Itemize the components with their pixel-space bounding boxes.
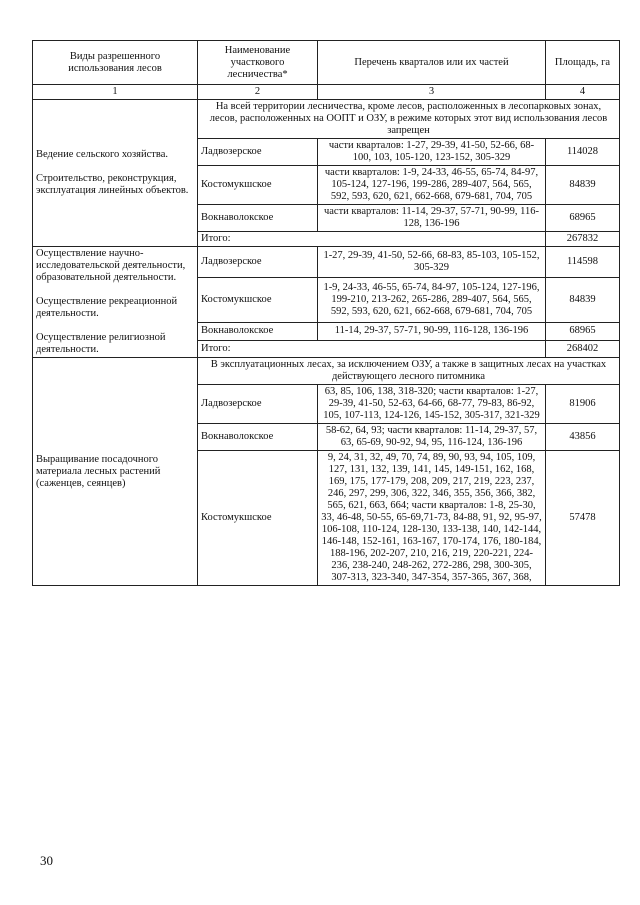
use-item: Ведение сельского хозяйства. xyxy=(36,149,168,160)
header-col4: Площадь, га xyxy=(546,41,620,85)
section1-note-row xyxy=(33,100,620,139)
quarters-list: 58-62, 64, 93; части кварталов: 11-14, 29-37, 57, 63, 65-69, 90-92, 94, 95, 116-124, 136-196 xyxy=(318,424,546,451)
header-num4: 4 xyxy=(546,85,620,100)
area-value: 84839 xyxy=(546,166,620,205)
quarters-list: части кварталов: 1-9, 24-33, 46-55, 65-74, 84-97, 105-124, 127-196, 199-286, 289-407, 564, 565, 592, 593, 620, 621, 662-668, 679-681, 704, 705 xyxy=(318,166,546,205)
area-value: 81906 xyxy=(546,385,620,424)
area-value: 68965 xyxy=(546,205,620,232)
total-label: Итого: xyxy=(198,232,546,247)
quarters-list: 9, 24, 31, 32, 49, 70, 74, 89, 90, 93, 94, 105, 109, 127, 131, 132, 139, 141, 145, 149-151, 162, 168, 169, 175, 177-179, 208, 209, 217, 219, 223, 237, 246, 297, 299, 306, 322, 346, 355, 356, 366, 382, 565, 621, 663, 664; части кварталов: 1-8, 25-30, 33, 46-48, 50-55, 65-69,71-73, 84-88, 91, 92, 95-97, 106-108, 110-124, 128-130, 133-138, 140, 142-144, 146-148, 152-161, 163-167, 170-174, 176, 180-184, 188-196, 202-207, 210, 216, 219, 220-221, 224-236, 238-240, 248-262, 272-286, 298, 300-305, 307-313, 323-340, 347-354, 357-365, 367, 368, xyxy=(318,451,546,586)
forestry-name: Вокнаволокское xyxy=(198,323,318,340)
forestry-name: Ладвозерское xyxy=(198,385,318,424)
quarters-list: 1-9, 24-33, 46-55, 65-74, 84-97, 105-124, 127-196, 199-210, 213-262, 265-286, 289-407, 564, 565, 592, 593, 620, 621, 662-668, 679-681, 704, 705 xyxy=(318,278,546,323)
use-item: Осуществление рекреационной деятельности. xyxy=(36,296,178,319)
total-value: 267832 xyxy=(546,232,620,247)
forestry-name: Ладвозерское xyxy=(198,247,318,278)
use-item: Осуществление религиозной деятельности. xyxy=(36,332,166,355)
forestry-name: Костомукшское xyxy=(198,278,318,323)
forestry-name: Костомукшское xyxy=(198,166,318,205)
area-value: 114598 xyxy=(546,247,620,278)
section1-note: На всей территории лесничества, кроме лесов, расположенных в лесопарковых зонах, лесов, расположенных на ООПТ и ОЗУ, в режиме которых этот вид использования лесов запрещен xyxy=(198,100,620,139)
section3-note: В эксплуатационных лесах, за исключением ОЗУ, а также в защитных лесах на участках действующего лесного питомника xyxy=(198,358,620,385)
header-num1: 1 xyxy=(33,85,198,100)
header-number-row xyxy=(33,85,620,100)
quarters-list: части кварталов: 11-14, 29-37, 57-71, 90-99, 116-128, 136-196 xyxy=(318,205,546,232)
section3-uses xyxy=(33,358,198,586)
use-item: Осуществление научно-исследовательской деятельности, образовательной деятельности. xyxy=(36,248,186,283)
section3-note-row xyxy=(33,358,620,385)
header-col3: Перечень кварталов или их частей xyxy=(318,41,546,85)
area-value: 68965 xyxy=(546,323,620,340)
header-col2: Наименование участкового лесничества* xyxy=(198,41,318,85)
use-item: Строительство, реконструкция, эксплуатация линейных объектов. xyxy=(36,173,189,196)
area-value: 114028 xyxy=(546,139,620,166)
total-value: 268402 xyxy=(546,340,620,357)
area-value: 57478 xyxy=(546,451,620,586)
area-value: 43856 xyxy=(546,424,620,451)
forestry-name: Вокнаволокское xyxy=(198,424,318,451)
quarters-list: части кварталов: 1-27, 29-39, 41-50, 52-66, 68-100, 103, 105-120, 123-152, 305-329 xyxy=(318,139,546,166)
forestry-name: Костомукшское xyxy=(198,451,318,586)
section1-uses xyxy=(33,100,198,247)
total-label: Итого: xyxy=(198,340,546,357)
header-col1: Виды разрешенного использования лесов xyxy=(33,41,198,85)
table-row xyxy=(33,247,620,278)
use-item: Выращивание посадочного материала лесных растений (саженцев, сеянцев) xyxy=(36,453,161,489)
page-number: 30 xyxy=(40,853,53,868)
header-num3: 3 xyxy=(318,85,546,100)
area-value: 84839 xyxy=(546,278,620,323)
forestry-name: Ладвозерское xyxy=(198,139,318,166)
quarters-list: 63, 85, 106, 138, 318-320; части кварталов: 1-27, 29-39, 41-50, 52-63, 64-66, 68-77, 79-83, 86-92, 105, 107-113, 124-126, 145-152, 305-317, 321-329 xyxy=(318,385,546,424)
quarters-list: 1-27, 29-39, 41-50, 52-66, 68-83, 85-103, 105-152, 305-329 xyxy=(318,247,546,278)
header-num2: 2 xyxy=(198,85,318,100)
forestry-name: Вокнаволокское xyxy=(198,205,318,232)
section2-uses xyxy=(33,247,198,358)
forest-use-table xyxy=(32,40,620,586)
header-row xyxy=(33,41,620,85)
quarters-list: 11-14, 29-37, 57-71, 90-99, 116-128, 136-196 xyxy=(318,323,546,340)
